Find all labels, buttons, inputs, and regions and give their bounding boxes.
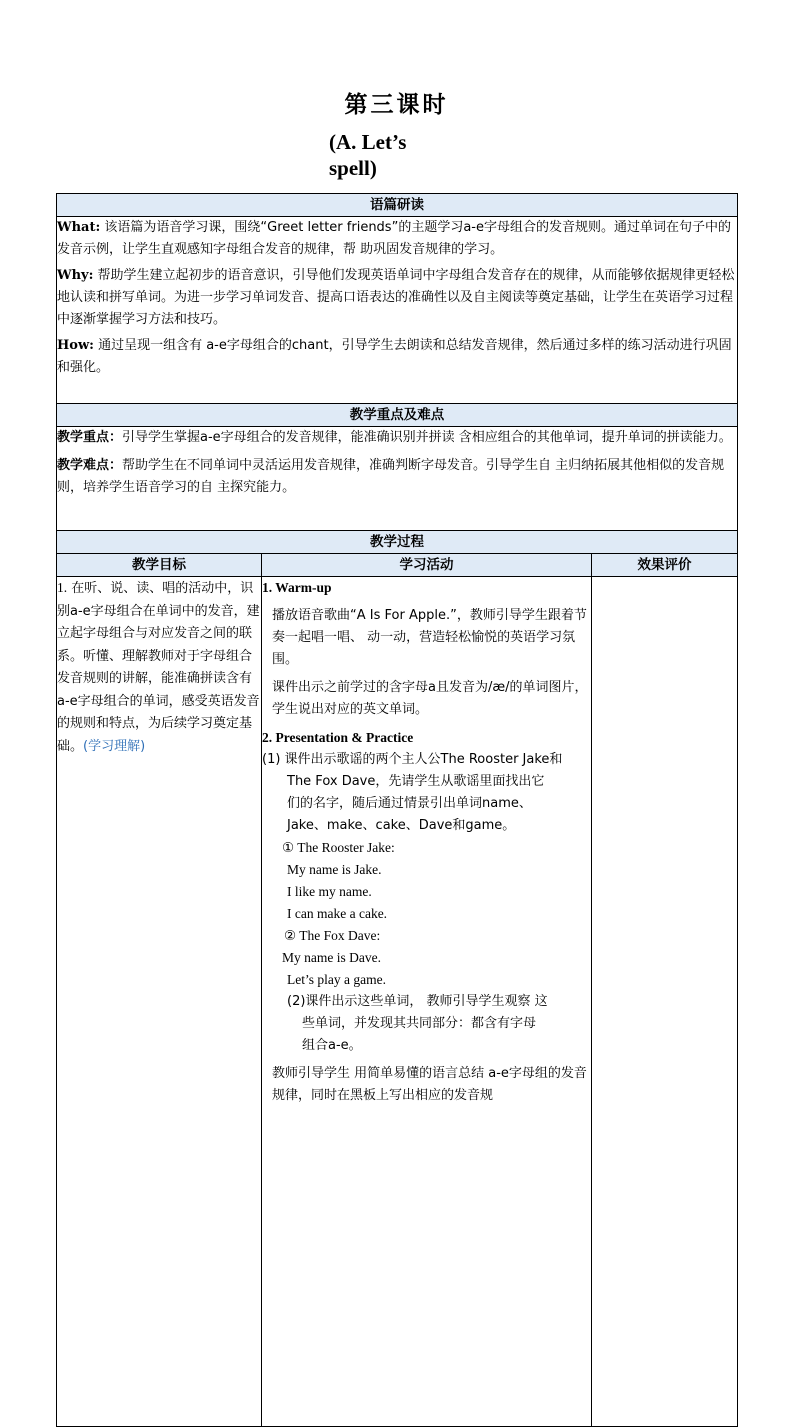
keypoints-header-row xyxy=(57,404,738,427)
eval-cell xyxy=(592,577,738,1427)
rooster-line-2: I like my name. xyxy=(287,884,372,899)
col-activity-header: 学习活动 xyxy=(262,554,592,577)
yupian-section xyxy=(57,217,738,404)
process-band: 教学过程 xyxy=(57,531,738,554)
goal-cell xyxy=(57,577,262,1427)
process-columns-row xyxy=(57,554,738,577)
how-text: 通过呈现一组含有 a-e字母组合的chant，引导学生去朗读和总结发音规律，然后通过多样的练习活动进行巩固和强化。 xyxy=(57,338,732,375)
step1-line-2: The Fox Dave，先请学生从歌谣里面找出它 xyxy=(287,774,545,789)
how-label: How: xyxy=(57,338,94,353)
fox-line-1: My name is Dave. xyxy=(282,950,381,965)
fox-line-2: Let’s play a game. xyxy=(287,972,386,987)
how-paragraph xyxy=(57,335,737,379)
warmup-paragraph-2: 课件出示之前学过的含字母a且发音为/æ/的单词图片，学生说出对应的英文单词。 xyxy=(272,680,588,717)
lesson-plan-table xyxy=(56,193,738,1427)
difficulty-paragraph xyxy=(57,455,737,499)
activity-cell xyxy=(262,577,592,1427)
difficulty-text: 帮助学生在不同单词中灵活运用发音规律，准确判断字母发音。引导学生自 主归纳拓展其他相似的发音规则，培养学生语音学习的自 主探究能力。 xyxy=(57,458,725,495)
step1-line-4: Jake、make、cake、Dave和game。 xyxy=(287,818,516,833)
fox-label: ② The Fox Dave: xyxy=(284,928,381,943)
what-paragraph xyxy=(57,217,737,261)
why-text: 帮助学生建立起初步的语音意识，引导他们发现英语单词中字母组合发音存在的规律，从而能够依据规律更轻松地认读和拼写单词。为进一步学习单词发音、提高口语表达的准确性以及自主阅读等奠定基础，让学生在英语学习过程中逐渐掌握学习方法和技巧。 xyxy=(57,268,735,327)
keypoints-section xyxy=(57,427,738,531)
step1-line-1: (1) 课件出示歌谣的两个主人公The Rooster Jake和 xyxy=(262,752,563,767)
focus-paragraph xyxy=(57,427,737,449)
keypoints-band: 教学重点及难点 xyxy=(57,404,738,427)
step2-line-2: 些单词，并发现其共同部分：都含有字母 xyxy=(302,1016,537,1031)
page-title: 第三课时 xyxy=(344,91,449,118)
rooster-line-3: I can make a cake. xyxy=(287,906,388,921)
warmup-paragraph-1: 播放语音歌曲“A Is For Apple.”，教师引导学生跟着节奏一起唱一唱、 动一动，营造轻松愉悦的英语学习氛围。 xyxy=(272,608,587,667)
keypoints-row xyxy=(57,427,738,531)
why-paragraph xyxy=(57,265,737,331)
step2-line-3: 组合a-e。 xyxy=(302,1038,362,1053)
process-header-row xyxy=(57,531,738,554)
rooster-label: ① The Rooster Jake: xyxy=(282,840,395,855)
col-eval-header: 效果评价 xyxy=(592,554,738,577)
yupian-row xyxy=(57,217,738,404)
why-label: Why: xyxy=(57,268,94,283)
difficulty-label: 教学难点： xyxy=(57,458,123,473)
process-body-row xyxy=(57,577,738,1427)
focus-text: 引导学生掌握a-e字母组合的发音规律，能准确识别并拼读 含相应组合的其他单词，提升单词的拼读能力。 xyxy=(122,430,732,445)
warmup-heading: 1. Warm-up xyxy=(262,580,332,595)
page-subtitle: (A. Let’s spell) xyxy=(329,130,407,180)
what-label: What: xyxy=(57,220,101,235)
presentation-heading: 2. Presentation & Practice xyxy=(262,730,414,745)
rooster-line-1: My name is Jake. xyxy=(287,862,382,877)
step2-line-1: (2)课件出示这些单词， 教师引导学生观察 这 xyxy=(287,994,548,1009)
summary-paragraph: 教师引导学生 用简单易懂的语言总结 a-e字母组的发音规律，同时在黑板上写出相应的发音规 xyxy=(272,1066,587,1103)
what-text: 该语篇为语音学习课，围绕“Greet letter friends”的主题学习a-e字母组合的发音规则。通过单词在句子中的发音示例，让学生直观感知字母组合发音的规律，帮 助巩固发音规律的学习。 xyxy=(57,220,731,257)
yupian-band: 语篇研读 xyxy=(57,194,738,217)
col-goal-header: 教学目标 xyxy=(57,554,262,577)
yupian-header-row xyxy=(57,194,738,217)
goal-number: 1. xyxy=(57,580,68,595)
focus-label: 教学重点： xyxy=(57,430,123,445)
step1-line-3: 们的名字，随后通过情景引出单词name、 xyxy=(287,796,532,811)
goal-tag: (学习理解) xyxy=(83,738,146,754)
goal-text: 在听、说、读、唱的活动中，识别a-e字母组合在单词中的发音，建立起字母组合与对应发音之间的联系。听懂、理解教师对于字母组合发音规则的讲解，能准确拼读含有 a-e字母组合的单词，感受英语发音的规则和特点，为后续学习奠定基础。 xyxy=(57,581,260,754)
